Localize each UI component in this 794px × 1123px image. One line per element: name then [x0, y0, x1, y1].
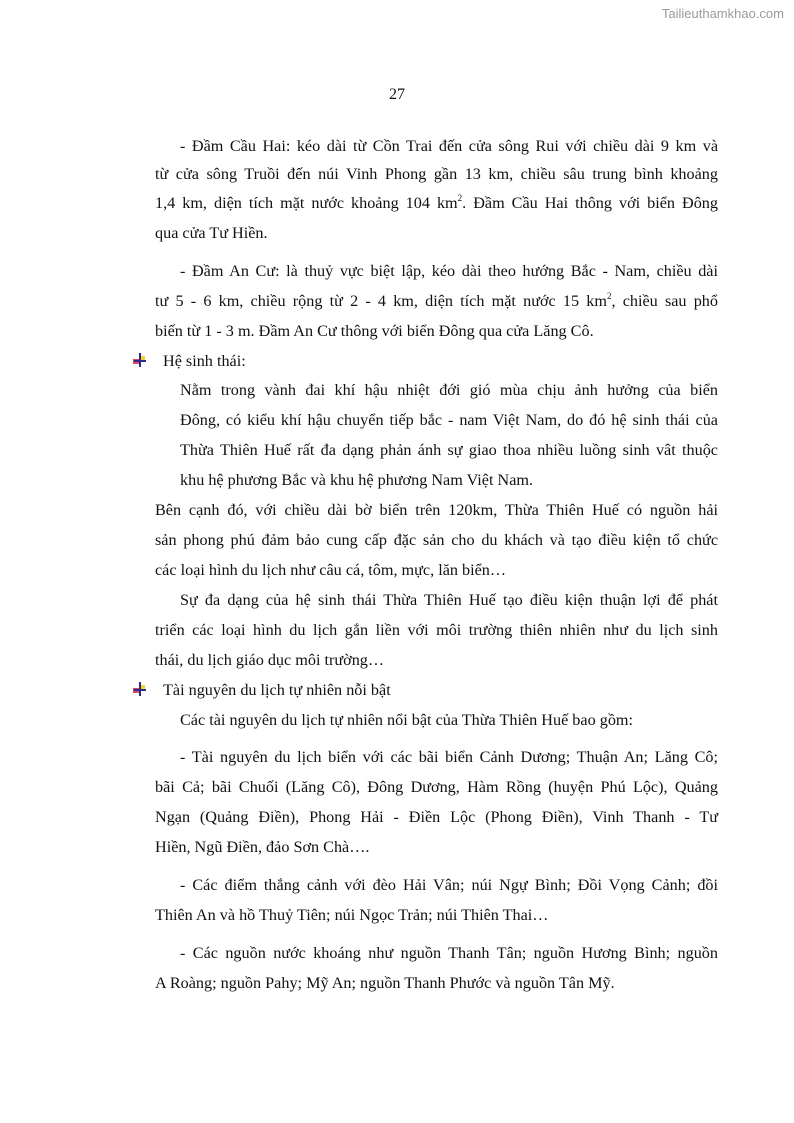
text-line: khu hệ phương Bắc và khu hệ phương Nam Việt Nam. [180, 471, 534, 489]
text-line: Sự đa dạng của hệ sinh thái Thừa Thiên Huế tạo điều kiện thuận lợi để phát [180, 591, 718, 609]
text-segment: . Đầm Cầu Hai thông với biển Đông [462, 194, 718, 212]
text-line: biến từ 1 - 3 m. Đầm An Cư thông với biển Đông qua cửa Lăng Cô. [155, 322, 594, 340]
text-line: Hiền, Ngũ Điền, đảo Sơn Chà…. [155, 838, 370, 856]
text-line [155, 193, 718, 213]
bullet-icon [132, 353, 148, 367]
text-line: bãi Cả; bãi Chuối (Lăng Cô), Đông Dương, Hàm Rồng (huyện Phú Lộc), Quảng [155, 778, 718, 796]
text-line: - Đầm An Cư: là thuỷ vực biệt lập, kéo dài theo hướng Bắc - Nam, chiều dài [180, 262, 718, 280]
text-line: Bên cạnh đó, với chiều dài bờ biển trên 120km, Thừa Thiên Huế có nguồn hải [155, 501, 718, 519]
superscript: 2 [457, 193, 463, 203]
section-heading: Tài nguyên du lịch tự nhiên nỗi bật [163, 681, 391, 699]
text-line: các loại hình du lịch như câu cá, tôm, mực, lăn biển… [155, 561, 507, 579]
text-line: - Đầm Cầu Hai: kéo dài từ Cồn Trai đến cửa sông Rui với chiều dài 9 km và [180, 137, 718, 155]
text-segment: , chiều sau phổ [611, 292, 718, 310]
text-line: Thừa Thiên Huế rất đa dạng phản ánh sự giao thoa nhiều luồng sinh vât thuộc [180, 441, 718, 459]
text-line: - Tài nguyên du lịch biển với các bãi biển Cảnh Dương; Thuận An; Lăng Cô; [180, 748, 718, 766]
text-line: - Các điểm thắng cảnh với đèo Hải Vân; núi Ngự Bình; Đồi Vọng Cảnh; đồi [180, 876, 718, 894]
superscript: 2 [606, 291, 612, 301]
text-line [155, 291, 718, 311]
text-line: triển các loại hình du lịch gắn liền với môi trường thiên nhiên như du lịch sinh [155, 621, 718, 639]
page-number: 27 [389, 86, 405, 103]
text-line: - Các nguồn nước khoáng như nguồn Thanh Tân; nguồn Hương Bình; nguồn [180, 944, 718, 962]
bullet-icon [132, 682, 148, 696]
text-line: A Roàng; nguồn Pahy; Mỹ An; nguồn Thanh Phước và nguồn Tân Mỹ. [155, 974, 615, 992]
text-line: sản phong phú đảm bảo cung cấp đặc sản cho du khách và tạo điều kiện tổ chức [155, 531, 718, 549]
text-line: Ngạn (Quảng Điền), Phong Hải - Điền Lộc (Phong Điền), Vinh Thanh - Tư [155, 808, 718, 826]
text-line: thái, du lịch giáo dục môi trường… [155, 651, 385, 669]
section-heading: Hệ sinh thái: [163, 352, 246, 370]
text-line: Các tài nguyên du lịch tự nhiên nổi bật của Thừa Thiên Huế bao gồm: [180, 711, 634, 729]
watermark: Tailieuthamkhao.com [661, 6, 784, 21]
text-segment: 1,4 km, diện tích mặt nước khoảng 104 km [155, 194, 458, 212]
text-line: Đông, có kiểu khí hậu chuyển tiếp bắc - nam Việt Nam, do đó hệ sinh thái của [180, 411, 718, 429]
text-line: Thiên An và hồ Thuỷ Tiên; núi Ngọc Trản; núi Thiên Thai… [155, 906, 549, 924]
text-line: qua cửa Tư Hiền. [155, 224, 268, 242]
text-line: từ cửa sông Truồi đến núi Vinh Phong gần 13 km, chiều sâu trung bình khoảng [155, 165, 718, 183]
text-segment: tư 5 - 6 km, chiều rộng từ 2 - 4 km, diện tích mặt nước 15 km [155, 292, 607, 310]
text-line: Nằm trong vành đai khí hậu nhiệt đới gió mùa chịu ảnh hưởng của biển [180, 381, 718, 399]
